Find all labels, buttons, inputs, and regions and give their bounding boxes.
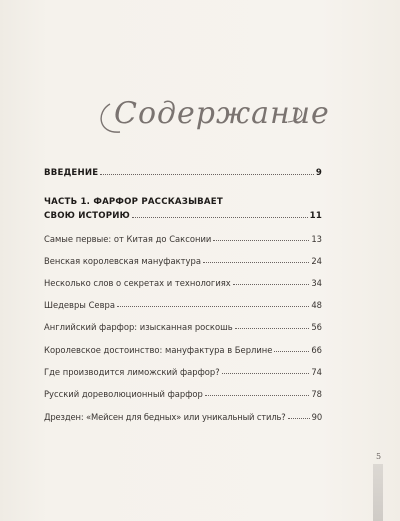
page-number: 5 (376, 452, 382, 461)
toc-entry-label: Несколько слов о секретах и технологиях (44, 278, 231, 288)
leader-dots (132, 216, 308, 218)
leader-dots (205, 394, 310, 396)
toc-entry-page: 66 (311, 345, 322, 355)
toc-entry[interactable] (44, 256, 322, 266)
page-edge-tab (373, 464, 383, 521)
contents-heading (92, 82, 330, 152)
toc-entry[interactable] (44, 234, 322, 244)
toc-entry-label: Самые первые: от Китая до Саксонии (44, 234, 212, 244)
toc-entry-label: Королевское достоинство: мануфактура в Берлине (44, 345, 273, 355)
toc-entry-label: Русский дореволюционный фарфор (44, 389, 203, 399)
toc-entry-page: 78 (311, 389, 322, 399)
toc-entry-label: Венская королевская мануфактура (44, 256, 201, 266)
toc-entry-page: 34 (311, 278, 322, 288)
toc-entry-label: ВВЕДЕНИЕ (44, 168, 99, 178)
leader-dots (233, 283, 310, 285)
toc-entry-page: 24 (311, 256, 322, 266)
toc-entry-page: 90 (311, 412, 322, 422)
toc-entry-page: 74 (311, 367, 322, 377)
toc-entry-page: 56 (311, 322, 322, 332)
toc-entry-page: 13 (311, 234, 322, 244)
toc-entry[interactable] (44, 412, 322, 422)
leader-dots (235, 327, 310, 329)
toc-entry[interactable] (44, 367, 322, 377)
toc-entry[interactable] (44, 345, 322, 355)
toc-entry-label: Дрезден: «Мейсен для бедных» или уникальный стиль? (44, 412, 286, 422)
toc-entry-label: Шедевры Севра (44, 300, 115, 310)
toc-entry-part1[interactable] (44, 211, 322, 221)
leader-dots (213, 239, 309, 241)
leader-dots (203, 261, 309, 263)
toc-entry-label: Где производится лиможский фарфор? (44, 367, 220, 377)
toc-part-heading-line1: ЧАСТЬ 1. ФАРФОР РАССКАЗЫВАЕТ (44, 197, 223, 207)
leader-dots (100, 173, 313, 175)
leader-dots (117, 305, 309, 307)
toc-entry[interactable] (44, 389, 322, 399)
leader-dots (274, 350, 309, 352)
toc-entry-label: Английский фарфор: изысканная роскошь (44, 322, 233, 332)
toc-entry-page: 11 (309, 211, 322, 221)
leader-dots (288, 417, 310, 419)
contents-title: Содержание (114, 96, 330, 131)
toc-entry-label: СВОЮ ИСТОРИЮ (44, 211, 130, 221)
toc-entry[interactable] (44, 278, 322, 288)
toc-entry-page: 9 (315, 168, 322, 178)
toc-entry-intro[interactable] (44, 168, 322, 178)
toc-entry[interactable] (44, 322, 322, 332)
toc-entry-page: 48 (311, 300, 322, 310)
toc-entry[interactable] (44, 300, 322, 310)
leader-dots (222, 372, 310, 374)
